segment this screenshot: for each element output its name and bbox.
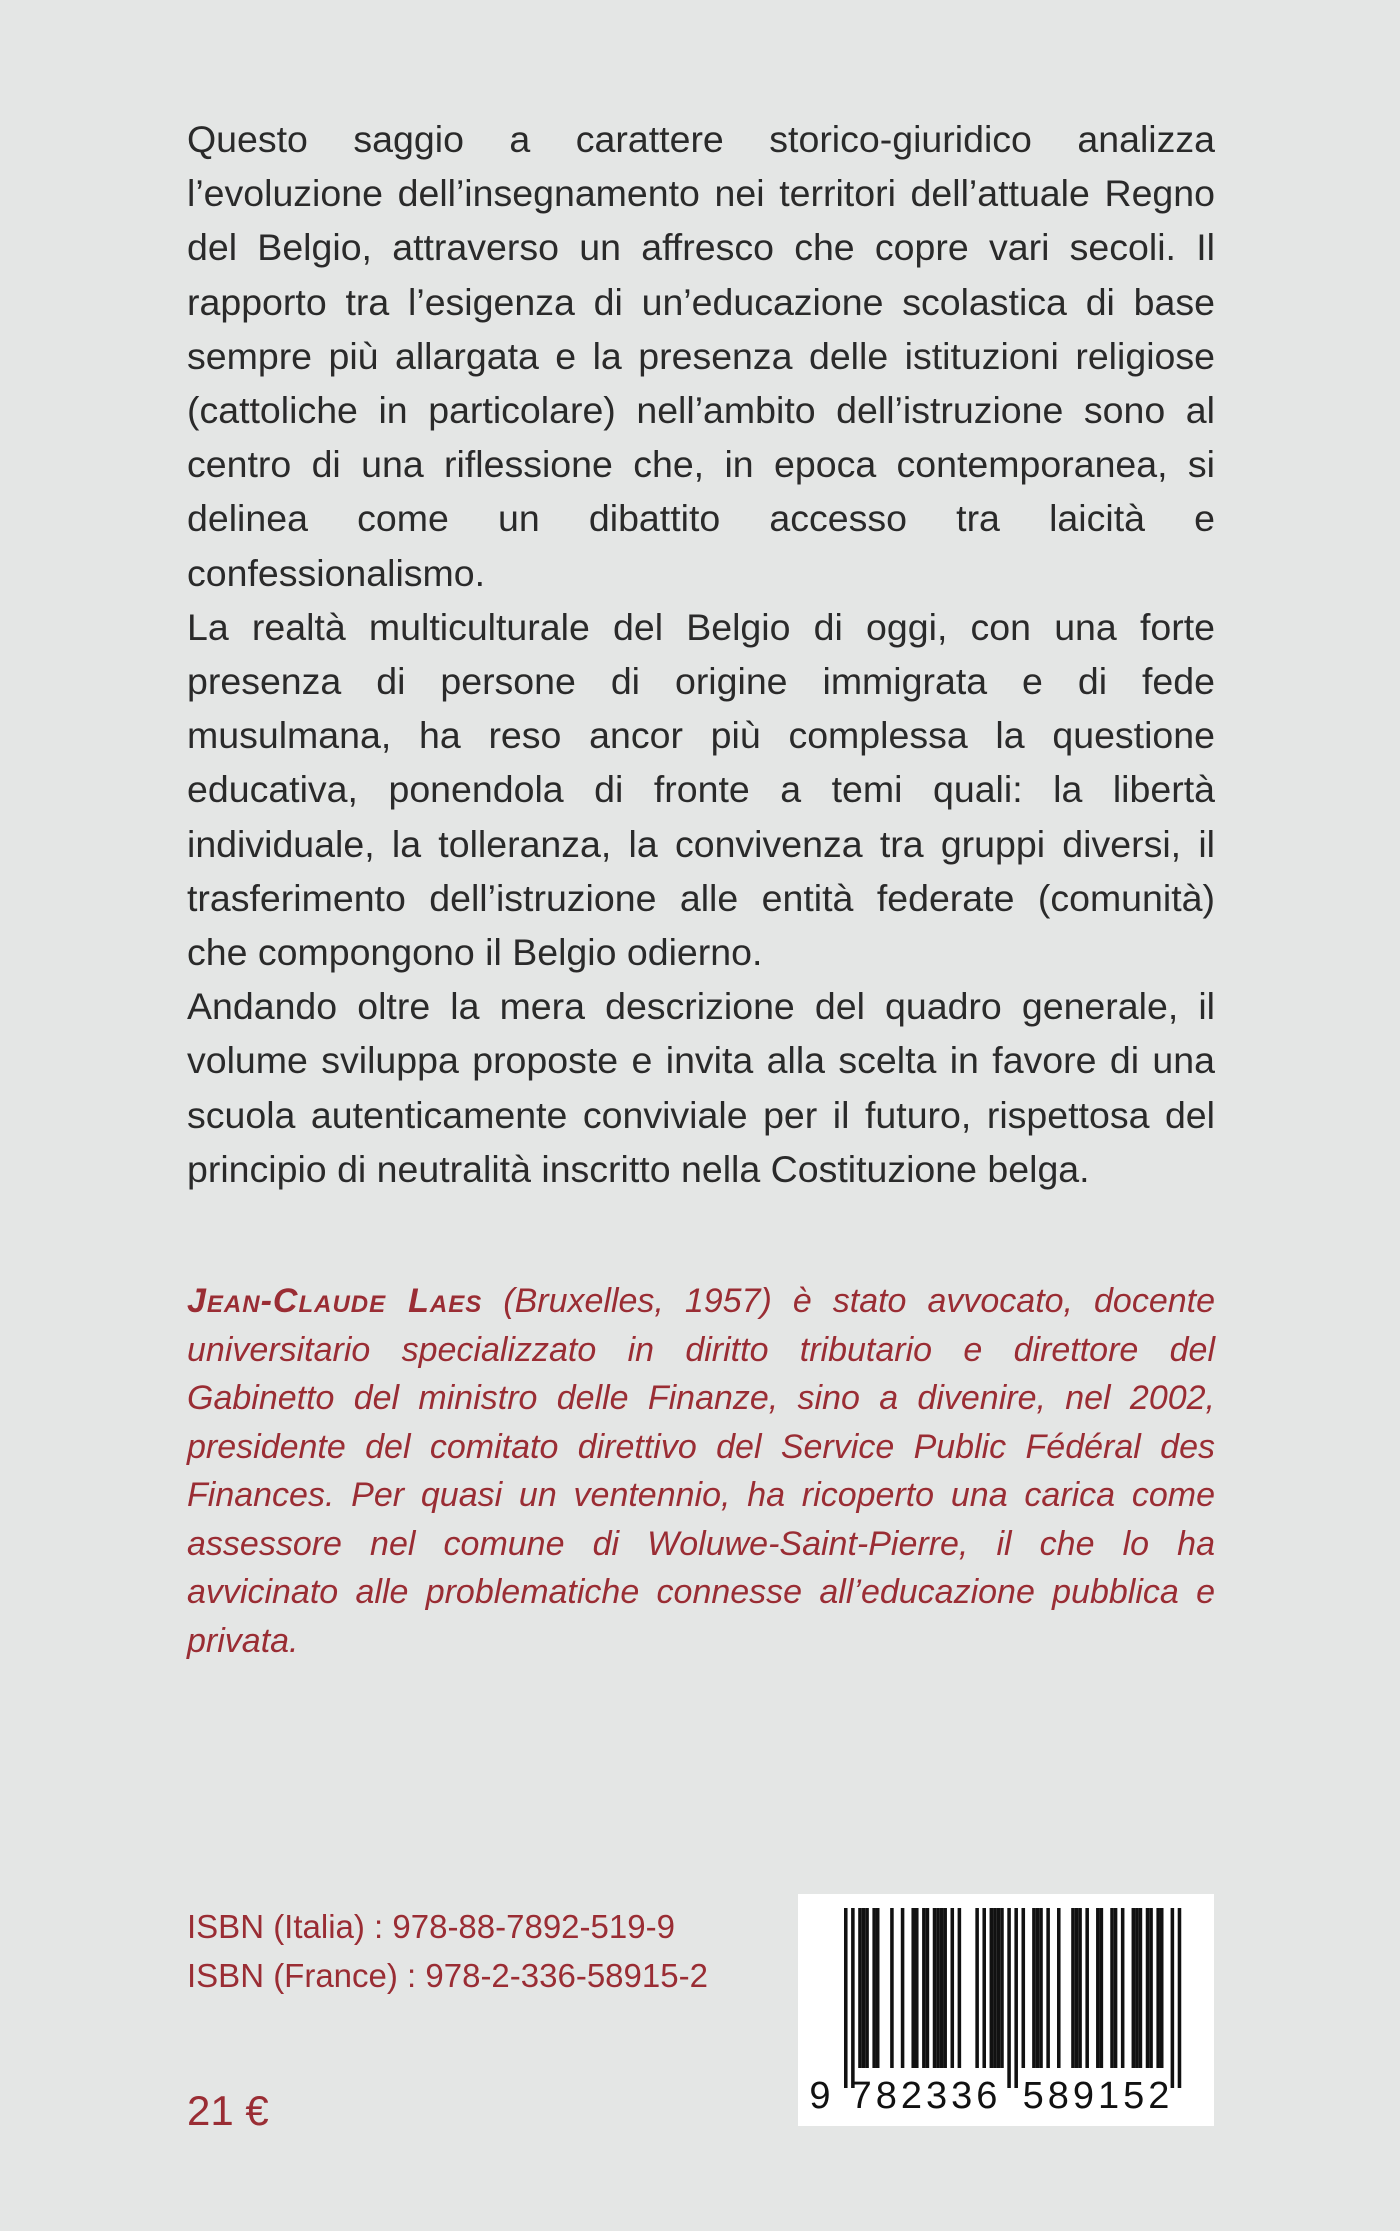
barcode-bars xyxy=(844,1908,1181,2088)
barcode-bar xyxy=(922,1908,926,2068)
barcode-bar xyxy=(915,1908,919,2068)
blurb-paragraph-3: Andando oltre la mera descrizione del quadro generale, il volume sviluppa proposte e invita alla scelta in favore di una scuola autenticamente conviviale per il futuro, rispettosa del principio di neutralità inscritto nella Costituzione belga. xyxy=(187,985,1215,1190)
barcode-bar xyxy=(997,1908,1001,2068)
barcode-bar xyxy=(1171,1908,1175,2088)
barcode-bar xyxy=(1022,1908,1026,2068)
barcode-graphic xyxy=(798,1894,1214,2126)
barcode-bar xyxy=(1007,1908,1011,2088)
barcode-bar xyxy=(865,1908,869,2068)
barcode-lead-digit: 9 xyxy=(809,2075,831,2117)
barcode-bar xyxy=(975,1908,979,2068)
barcode-bar xyxy=(851,1908,855,2088)
barcode-bar xyxy=(1085,1908,1089,2068)
barcode-bar xyxy=(990,1908,994,2068)
barcode-bar xyxy=(940,1908,944,2068)
blurb-paragraph-1: Questo saggio a carattere storico-giuridico analizza l’evoluzione dell’insegnamento nei territori dell’attuale Regno del Belgio, attraverso un affresco che copre vari secoli. Il rapporto tra l’esigenza di un’educazione scolastica di base sempre più allargata e la presenza delle istituzioni religiose (cattoliche in particolare) nell’ambito dell’istruzione sono al centro di una riflessione che, in epoca contemporanea, si delinea come un dibattito accesso tra laicità e confessionalismo. xyxy=(187,118,1215,594)
barcode-left-digits: 782336 xyxy=(850,2075,1002,2117)
barcode-bar xyxy=(862,1908,866,2068)
price-label: 21 € xyxy=(187,2087,269,2134)
barcode-bar xyxy=(1014,1908,1018,2088)
barcode-bar xyxy=(993,1908,997,2068)
barcode-bar xyxy=(1096,1908,1100,2068)
barcode-bar xyxy=(844,1908,848,2088)
barcode-bar xyxy=(933,1908,937,2068)
barcode-bar xyxy=(1139,1908,1143,2068)
barcode-bar xyxy=(1160,1908,1164,2068)
barcode-bar xyxy=(901,1908,905,2068)
barcode-bar xyxy=(1156,1908,1160,2068)
book-blurb xyxy=(187,112,1215,1196)
barcode-bar xyxy=(1057,1908,1061,2068)
author-bio-text: (Bruxelles, 1957) è stato avvocato, docente universitario specializzato in diritto tributario e direttore del Gabinetto del ministro delle Finanze, sino a divenire, nel 2002, presidente del comitato direttivo del Service Public Fédéral des Finances. Per quasi un ventennio, ha ricoperto una carica come assessore nel comune di Woluwe-Saint-Pierre, il che lo ha avvicinato alle problematiche connesse all’educazione pubblica e privata. xyxy=(187,1282,1215,1660)
isbn-block xyxy=(187,1902,708,2000)
barcode-bar xyxy=(876,1908,880,2068)
barcode-bar xyxy=(1121,1908,1125,2068)
author-bio xyxy=(187,1277,1215,1665)
barcode-bar xyxy=(1110,1908,1114,2068)
barcode-bar xyxy=(1114,1908,1118,2068)
barcode-bar xyxy=(982,1908,986,2068)
barcode xyxy=(798,1894,1214,2126)
blurb-paragraph-2: La realtà multiculturale del Belgio di oggi, con una forte presenza di persone di origine immigrata e di fede musulmana, ha reso ancor più complessa la questione educativa, ponendola di fronte a temi quali: la libertà individuale, la tolleranza, la convivenza tra gruppi diversi, il trasferimento dell’istruzione alle entità federate (comunità) che compongono il Belgio odierno. xyxy=(187,605,1215,974)
barcode-bar xyxy=(858,1908,862,2068)
barcode-bar xyxy=(951,1908,955,2068)
barcode-bar xyxy=(890,1908,894,2068)
author-bio-paragraph xyxy=(187,1277,1215,1665)
barcode-bar xyxy=(1032,1908,1036,2068)
barcode-bar xyxy=(1146,1908,1150,2068)
barcode-bar xyxy=(943,1908,947,2068)
barcode-bar xyxy=(1078,1908,1082,2068)
barcode-bar xyxy=(1071,1908,1075,2068)
barcode-bar xyxy=(1075,1908,1079,2068)
barcode-bar xyxy=(872,1908,876,2068)
barcode-bar xyxy=(1149,1908,1153,2068)
barcode-bar xyxy=(1132,1908,1136,2068)
isbn-france: ISBN (France) : 978-2-336-58915-2 xyxy=(187,1957,708,1994)
barcode-bar xyxy=(1036,1908,1040,2068)
isbn-italia: ISBN (Italia) : 978-88-7892-519-9 xyxy=(187,1908,675,1945)
barcode-bar xyxy=(1178,1908,1182,2088)
author-name: Jean-Claude Laes xyxy=(187,1282,483,1320)
barcode-bar xyxy=(1000,1908,1004,2068)
barcode-bar xyxy=(1100,1908,1104,2068)
barcode-bar xyxy=(1135,1908,1139,2068)
barcode-bar xyxy=(958,1908,962,2068)
barcode-bar xyxy=(1046,1908,1050,2068)
barcode-bar xyxy=(936,1908,940,2068)
barcode-bar xyxy=(911,1908,915,2068)
barcode-right-digits: 589152 xyxy=(1022,2075,1174,2117)
barcode-bar xyxy=(926,1908,930,2068)
barcode-bar xyxy=(1039,1908,1043,2068)
